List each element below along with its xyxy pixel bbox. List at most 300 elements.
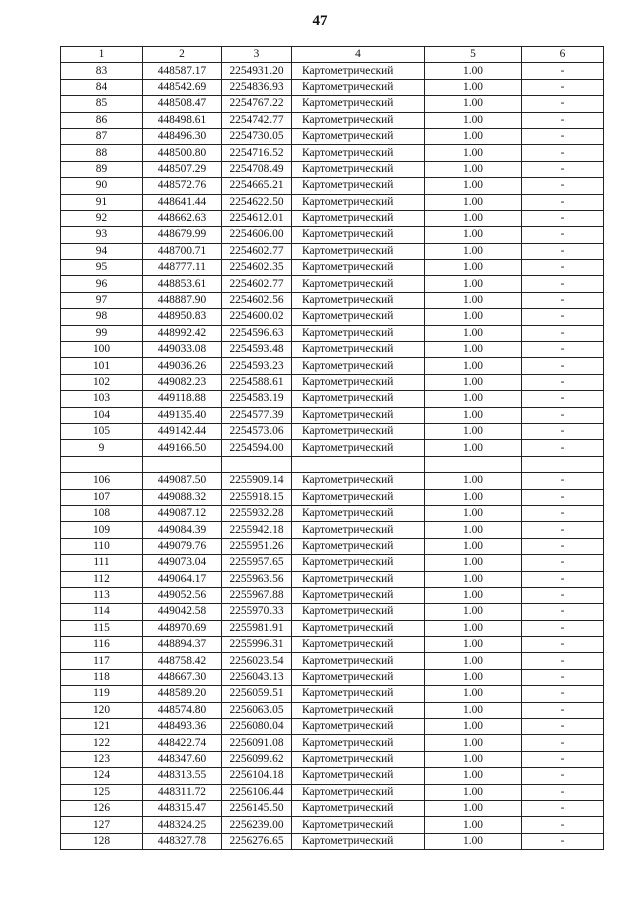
accuracy-cell: 1.00	[425, 309, 522, 325]
table-row	[61, 669, 604, 685]
x-coordinate-cell: 448347.60	[143, 751, 222, 767]
note-cell: -	[522, 96, 604, 112]
point-number-cell: 88	[61, 145, 143, 161]
x-coordinate-cell: 448493.36	[143, 719, 222, 735]
x-coordinate-cell: 448542.69	[143, 79, 222, 95]
table-row	[61, 686, 604, 702]
note-cell: -	[522, 407, 604, 423]
y-coordinate-cell: 2254665.21	[222, 178, 292, 194]
note-cell: -	[522, 178, 604, 194]
method-cell: Картометрический	[292, 79, 425, 95]
y-coordinate-cell: 2256023.54	[222, 653, 292, 669]
accuracy-cell: 1.00	[425, 145, 522, 161]
y-coordinate-cell	[222, 456, 292, 472]
method-cell: Картометрический	[292, 128, 425, 144]
method-cell: Картометрический	[292, 637, 425, 653]
method-cell: Картометрический	[292, 833, 425, 849]
method-cell: Картометрический	[292, 719, 425, 735]
point-number-cell: 93	[61, 227, 143, 243]
point-number-cell: 103	[61, 391, 143, 407]
table-row	[61, 817, 604, 833]
y-coordinate-cell: 2254708.49	[222, 161, 292, 177]
table-row	[61, 243, 604, 259]
note-cell: -	[522, 63, 604, 79]
point-number-cell: 98	[61, 309, 143, 325]
x-coordinate-cell: 448589.20	[143, 686, 222, 702]
x-coordinate-cell: 448572.76	[143, 178, 222, 194]
accuracy-cell: 1.00	[425, 243, 522, 259]
note-cell: -	[522, 735, 604, 751]
table-row	[61, 128, 604, 144]
note-cell: -	[522, 260, 604, 276]
point-number-cell: 113	[61, 587, 143, 603]
x-coordinate-cell: 449135.40	[143, 407, 222, 423]
accuracy-cell: 1.00	[425, 407, 522, 423]
note-cell	[522, 456, 604, 472]
y-coordinate-cell: 2254716.52	[222, 145, 292, 161]
point-number-cell: 85	[61, 96, 143, 112]
table-row	[61, 342, 604, 358]
method-cell: Картометрический	[292, 800, 425, 816]
table-row	[61, 735, 604, 751]
point-number-cell: 101	[61, 358, 143, 374]
x-coordinate-cell: 448496.30	[143, 128, 222, 144]
method-cell: Картометрический	[292, 702, 425, 718]
note-cell: -	[522, 243, 604, 259]
y-coordinate-cell: 2256059.51	[222, 686, 292, 702]
accuracy-cell: 1.00	[425, 276, 522, 292]
point-number-cell: 123	[61, 751, 143, 767]
point-number-cell: 115	[61, 620, 143, 636]
header-cell: 2	[143, 47, 222, 63]
x-coordinate-cell: 448311.72	[143, 784, 222, 800]
accuracy-cell: 1.00	[425, 686, 522, 702]
x-coordinate-cell: 449073.04	[143, 555, 222, 571]
point-number-cell: 124	[61, 768, 143, 784]
table-row	[61, 194, 604, 210]
y-coordinate-cell: 2255909.14	[222, 473, 292, 489]
note-cell: -	[522, 768, 604, 784]
accuracy-cell: 1.00	[425, 669, 522, 685]
y-coordinate-cell: 2254593.48	[222, 342, 292, 358]
table-row	[61, 702, 604, 718]
accuracy-cell: 1.00	[425, 620, 522, 636]
table-row	[61, 423, 604, 439]
point-number-cell: 120	[61, 702, 143, 718]
table-row	[61, 276, 604, 292]
method-cell: Картометрический	[292, 423, 425, 439]
y-coordinate-cell: 2255970.33	[222, 604, 292, 620]
note-cell: -	[522, 800, 604, 816]
note-cell: -	[522, 440, 604, 456]
method-cell: Картометрический	[292, 342, 425, 358]
y-coordinate-cell: 2254583.19	[222, 391, 292, 407]
y-coordinate-cell: 2254596.63	[222, 325, 292, 341]
method-cell: Картометрический	[292, 669, 425, 685]
table-header	[61, 47, 604, 63]
x-coordinate-cell: 448992.42	[143, 325, 222, 341]
method-cell: Картометрический	[292, 653, 425, 669]
note-cell: -	[522, 161, 604, 177]
table-row	[61, 604, 604, 620]
table-row	[61, 637, 604, 653]
x-coordinate-cell: 449142.44	[143, 423, 222, 439]
method-cell: Картометрический	[292, 555, 425, 571]
y-coordinate-cell: 2255981.91	[222, 620, 292, 636]
note-cell: -	[522, 358, 604, 374]
method-cell: Картометрический	[292, 358, 425, 374]
coordinates-table	[60, 46, 604, 850]
x-coordinate-cell: 448667.30	[143, 669, 222, 685]
method-cell: Картометрический	[292, 407, 425, 423]
y-coordinate-cell: 2254767.22	[222, 96, 292, 112]
table-row	[61, 653, 604, 669]
x-coordinate-cell: 448507.29	[143, 161, 222, 177]
y-coordinate-cell: 2255957.65	[222, 555, 292, 571]
note-cell: -	[522, 669, 604, 685]
note-cell: -	[522, 538, 604, 554]
accuracy-cell: 1.00	[425, 63, 522, 79]
x-coordinate-cell: 448315.47	[143, 800, 222, 816]
point-number-cell: 128	[61, 833, 143, 849]
method-cell: Картометрический	[292, 391, 425, 407]
point-number-cell: 95	[61, 260, 143, 276]
note-cell: -	[522, 292, 604, 308]
y-coordinate-cell: 2256239.00	[222, 817, 292, 833]
y-coordinate-cell: 2254573.06	[222, 423, 292, 439]
header-cell: 3	[222, 47, 292, 63]
x-coordinate-cell: 449033.08	[143, 342, 222, 358]
table-row	[61, 587, 604, 603]
method-cell: Картометрический	[292, 440, 425, 456]
y-coordinate-cell: 2254622.50	[222, 194, 292, 210]
note-cell: -	[522, 79, 604, 95]
method-cell: Картометрический	[292, 96, 425, 112]
x-coordinate-cell: 448313.55	[143, 768, 222, 784]
accuracy-cell: 1.00	[425, 292, 522, 308]
point-number-cell: 106	[61, 473, 143, 489]
accuracy-cell: 1.00	[425, 735, 522, 751]
note-cell: -	[522, 342, 604, 358]
table-row	[61, 63, 604, 79]
table-row	[61, 833, 604, 849]
point-number-cell: 122	[61, 735, 143, 751]
x-coordinate-cell: 448327.78	[143, 833, 222, 849]
header-row	[61, 47, 604, 63]
accuracy-cell: 1.00	[425, 702, 522, 718]
method-cell: Картометрический	[292, 489, 425, 505]
table-row	[61, 719, 604, 735]
point-number-cell: 105	[61, 423, 143, 439]
x-coordinate-cell: 448894.37	[143, 637, 222, 653]
point-number-cell: 99	[61, 325, 143, 341]
accuracy-cell: 1.00	[425, 210, 522, 226]
accuracy-cell: 1.00	[425, 817, 522, 833]
table-row	[61, 800, 604, 816]
table-row	[61, 751, 604, 767]
note-cell: -	[522, 637, 604, 653]
header-cell: 6	[522, 47, 604, 63]
accuracy-cell: 1.00	[425, 538, 522, 554]
x-coordinate-cell: 448679.99	[143, 227, 222, 243]
table-row	[61, 505, 604, 521]
method-cell: Картометрический	[292, 178, 425, 194]
note-cell: -	[522, 374, 604, 390]
note-cell: -	[522, 473, 604, 489]
y-coordinate-cell: 2254612.01	[222, 210, 292, 226]
accuracy-cell: 1.00	[425, 423, 522, 439]
table-row	[61, 522, 604, 538]
y-coordinate-cell: 2256106.44	[222, 784, 292, 800]
method-cell: Картометрический	[292, 587, 425, 603]
accuracy-cell: 1.00	[425, 719, 522, 735]
table-row	[61, 456, 604, 472]
point-number-cell: 90	[61, 178, 143, 194]
note-cell: -	[522, 423, 604, 439]
y-coordinate-cell: 2255942.18	[222, 522, 292, 538]
note-cell: -	[522, 653, 604, 669]
accuracy-cell: 1.00	[425, 391, 522, 407]
point-number-cell: 9	[61, 440, 143, 456]
note-cell: -	[522, 210, 604, 226]
point-number-cell: 110	[61, 538, 143, 554]
y-coordinate-cell: 2254931.20	[222, 63, 292, 79]
method-cell: Картометрический	[292, 210, 425, 226]
point-number-cell	[61, 456, 143, 472]
method-cell: Картометрический	[292, 194, 425, 210]
point-number-cell: 89	[61, 161, 143, 177]
table-row	[61, 440, 604, 456]
method-cell: Картометрический	[292, 292, 425, 308]
x-coordinate-cell: 448700.71	[143, 243, 222, 259]
x-coordinate-cell: 448950.83	[143, 309, 222, 325]
note-cell: -	[522, 784, 604, 800]
y-coordinate-cell: 2254836.93	[222, 79, 292, 95]
y-coordinate-cell: 2254602.56	[222, 292, 292, 308]
point-number-cell: 104	[61, 407, 143, 423]
y-coordinate-cell: 2255963.56	[222, 571, 292, 587]
x-coordinate-cell: 449118.88	[143, 391, 222, 407]
point-number-cell: 100	[61, 342, 143, 358]
y-coordinate-cell: 2256091.08	[222, 735, 292, 751]
note-cell: -	[522, 620, 604, 636]
x-coordinate-cell: 448641.44	[143, 194, 222, 210]
table-row	[61, 161, 604, 177]
x-coordinate-cell: 448587.17	[143, 63, 222, 79]
note-cell: -	[522, 194, 604, 210]
note-cell: -	[522, 145, 604, 161]
table-row	[61, 538, 604, 554]
point-number-cell: 87	[61, 128, 143, 144]
method-cell: Картометрический	[292, 227, 425, 243]
accuracy-cell: 1.00	[425, 473, 522, 489]
x-coordinate-cell: 448777.11	[143, 260, 222, 276]
point-number-cell: 96	[61, 276, 143, 292]
accuracy-cell: 1.00	[425, 194, 522, 210]
accuracy-cell: 1.00	[425, 79, 522, 95]
table-row	[61, 210, 604, 226]
table-row	[61, 489, 604, 505]
y-coordinate-cell: 2254602.77	[222, 276, 292, 292]
y-coordinate-cell: 2254577.39	[222, 407, 292, 423]
accuracy-cell: 1.00	[425, 800, 522, 816]
accuracy-cell: 1.00	[425, 178, 522, 194]
x-coordinate-cell: 449052.56	[143, 587, 222, 603]
accuracy-cell: 1.00	[425, 128, 522, 144]
y-coordinate-cell: 2254600.02	[222, 309, 292, 325]
method-cell: Картометрический	[292, 522, 425, 538]
method-cell: Картометрический	[292, 374, 425, 390]
note-cell: -	[522, 751, 604, 767]
y-coordinate-cell: 2255932.28	[222, 505, 292, 521]
point-number-cell: 86	[61, 112, 143, 128]
method-cell: Картометрический	[292, 735, 425, 751]
method-cell: Картометрический	[292, 325, 425, 341]
note-cell: -	[522, 227, 604, 243]
note-cell: -	[522, 276, 604, 292]
x-coordinate-cell: 449087.12	[143, 505, 222, 521]
table-row	[61, 391, 604, 407]
point-number-cell: 111	[61, 555, 143, 571]
x-coordinate-cell: 449084.39	[143, 522, 222, 538]
method-cell: Картометрический	[292, 112, 425, 128]
y-coordinate-cell: 2256043.13	[222, 669, 292, 685]
accuracy-cell: 1.00	[425, 505, 522, 521]
y-coordinate-cell: 2256080.04	[222, 719, 292, 735]
x-coordinate-cell: 449064.17	[143, 571, 222, 587]
accuracy-cell: 1.00	[425, 751, 522, 767]
table-row	[61, 178, 604, 194]
table-row	[61, 407, 604, 423]
method-cell: Картометрический	[292, 309, 425, 325]
x-coordinate-cell: 448324.25	[143, 817, 222, 833]
point-number-cell: 126	[61, 800, 143, 816]
y-coordinate-cell: 2254594.00	[222, 440, 292, 456]
method-cell: Картометрический	[292, 784, 425, 800]
table-row	[61, 768, 604, 784]
y-coordinate-cell: 2256276.65	[222, 833, 292, 849]
accuracy-cell: 1.00	[425, 96, 522, 112]
point-number-cell: 83	[61, 63, 143, 79]
note-cell: -	[522, 522, 604, 538]
table-row	[61, 309, 604, 325]
table-body	[61, 63, 604, 850]
y-coordinate-cell: 2255951.26	[222, 538, 292, 554]
y-coordinate-cell: 2256145.50	[222, 800, 292, 816]
accuracy-cell	[425, 456, 522, 472]
point-number-cell: 94	[61, 243, 143, 259]
note-cell: -	[522, 686, 604, 702]
x-coordinate-cell: 448758.42	[143, 653, 222, 669]
page-number: 47	[312, 13, 328, 29]
point-number-cell: 97	[61, 292, 143, 308]
method-cell: Картометрический	[292, 817, 425, 833]
accuracy-cell: 1.00	[425, 587, 522, 603]
method-cell: Картометрический	[292, 505, 425, 521]
x-coordinate-cell: 448498.61	[143, 112, 222, 128]
method-cell: Картометрический	[292, 751, 425, 767]
accuracy-cell: 1.00	[425, 489, 522, 505]
table-row	[61, 227, 604, 243]
point-number-cell: 125	[61, 784, 143, 800]
accuracy-cell: 1.00	[425, 784, 522, 800]
point-number-cell: 118	[61, 669, 143, 685]
y-coordinate-cell: 2255967.88	[222, 587, 292, 603]
x-coordinate-cell: 449166.50	[143, 440, 222, 456]
note-cell: -	[522, 489, 604, 505]
x-coordinate-cell: 448500.80	[143, 145, 222, 161]
table-row	[61, 555, 604, 571]
note-cell: -	[522, 325, 604, 341]
method-cell: Картометрический	[292, 260, 425, 276]
accuracy-cell: 1.00	[425, 768, 522, 784]
note-cell: -	[522, 587, 604, 603]
point-number-cell: 91	[61, 194, 143, 210]
method-cell: Картометрический	[292, 571, 425, 587]
accuracy-cell: 1.00	[425, 522, 522, 538]
y-coordinate-cell: 2254588.61	[222, 374, 292, 390]
table-row	[61, 260, 604, 276]
y-coordinate-cell: 2254602.77	[222, 243, 292, 259]
table-row	[61, 145, 604, 161]
method-cell: Картометрический	[292, 161, 425, 177]
method-cell: Картометрический	[292, 276, 425, 292]
y-coordinate-cell: 2254606.00	[222, 227, 292, 243]
header-cell: 1	[61, 47, 143, 63]
point-number-cell: 117	[61, 653, 143, 669]
x-coordinate-cell: 449042.58	[143, 604, 222, 620]
y-coordinate-cell: 2255918.15	[222, 489, 292, 505]
x-coordinate-cell: 449088.32	[143, 489, 222, 505]
point-number-cell: 116	[61, 637, 143, 653]
table-row	[61, 620, 604, 636]
y-coordinate-cell: 2254730.05	[222, 128, 292, 144]
point-number-cell: 108	[61, 505, 143, 521]
point-number-cell: 92	[61, 210, 143, 226]
x-coordinate-cell: 448970.69	[143, 620, 222, 636]
accuracy-cell: 1.00	[425, 374, 522, 390]
header-cell: 4	[292, 47, 425, 63]
y-coordinate-cell: 2255996.31	[222, 637, 292, 653]
x-coordinate-cell: 449036.26	[143, 358, 222, 374]
accuracy-cell: 1.00	[425, 440, 522, 456]
y-coordinate-cell: 2256063.05	[222, 702, 292, 718]
note-cell: -	[522, 505, 604, 521]
table-row	[61, 358, 604, 374]
table-row	[61, 374, 604, 390]
note-cell: -	[522, 555, 604, 571]
header-cell: 5	[425, 47, 522, 63]
accuracy-cell: 1.00	[425, 653, 522, 669]
method-cell: Картометрический	[292, 686, 425, 702]
note-cell: -	[522, 571, 604, 587]
method-cell: Картометрический	[292, 620, 425, 636]
accuracy-cell: 1.00	[425, 637, 522, 653]
note-cell: -	[522, 391, 604, 407]
x-coordinate-cell	[143, 456, 222, 472]
table-row	[61, 79, 604, 95]
point-number-cell: 119	[61, 686, 143, 702]
y-coordinate-cell: 2256099.62	[222, 751, 292, 767]
point-number-cell: 114	[61, 604, 143, 620]
method-cell: Картометрический	[292, 473, 425, 489]
point-number-cell: 84	[61, 79, 143, 95]
method-cell: Картометрический	[292, 63, 425, 79]
x-coordinate-cell: 449082.23	[143, 374, 222, 390]
method-cell: Картометрический	[292, 768, 425, 784]
table-row	[61, 571, 604, 587]
point-number-cell: 127	[61, 817, 143, 833]
